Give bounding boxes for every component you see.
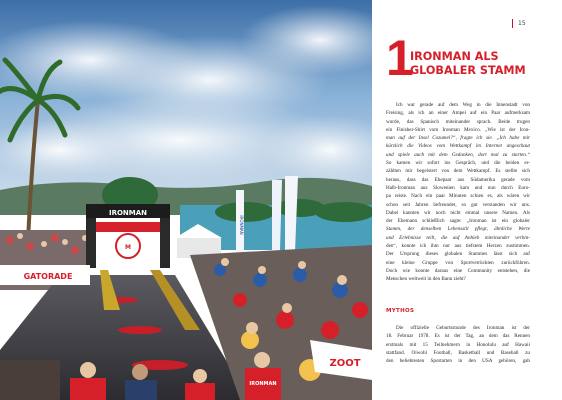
body-text <box>386 101 530 284</box>
body-line: man auf der Insel Cozumel?“, fragte ich sie. „Ich habe mir <box>386 135 530 142</box>
svg-text:IRONMAN: IRONMAN <box>249 381 277 387</box>
body-line: wurde, das Spanisch miteinander sprach. Beide trugen <box>386 118 530 125</box>
body-line: kürzlich die Videos vom Wettkampf im Internet angeschaut <box>386 143 530 150</box>
svg-text:GATORADE: GATORADE <box>23 272 73 281</box>
body-line: den beliebtesten Sportarten in den USA gehören, gab <box>386 358 530 365</box>
body-line: heraus, dass das Ehepaar aus Südamerika gerade vom <box>386 176 530 183</box>
body-line: Dabei kannten wir noch nicht einmal unsere Namen. Als <box>386 209 530 216</box>
chapter-title <box>410 50 550 78</box>
page-number: 15 <box>518 20 526 27</box>
svg-text:ZOOT: ZOOT <box>329 358 361 369</box>
body-line: eine kleine Gruppe von Sportverrückten zurückführen. <box>386 259 530 266</box>
body-text-2 <box>386 324 530 365</box>
body-line: Ich war gerade auf dem Weg in die Innenstadt von <box>396 102 530 108</box>
body-line: der Ehemann schließlich sagte: „Ironman ist ein globaler <box>386 218 530 225</box>
body-line: Menschen weltweit in den Bann zieht? <box>386 276 466 283</box>
chapter-number: 1 <box>386 30 412 86</box>
body-line: pa reiste. Nach ein paar Minuten schien es, als wären wir <box>386 193 530 200</box>
body-line: und Erlebnisse teilt, die auf Anhieb miteinander verbin- <box>386 234 530 241</box>
body-line: erstmals mit 15 Teilnehmern in Honolulu auf Hawaii <box>386 341 530 348</box>
chapter-title-line-2: GLOBALER STAMM <box>410 64 526 77</box>
body-line: Freising, als ich an einer Ampel auf ein Paar aufmerksam <box>386 110 530 117</box>
svg-text:M: M <box>125 244 131 251</box>
body-line: und spiele auch mit dem Gedanken, dort mal zu starten.“ <box>386 151 530 158</box>
body-line: So kamen wir sofort ins Gespräch, und die beiden er- <box>386 160 530 167</box>
body-line: 18. Februar 1978. Es ist der Tag, an dem das Rennen <box>386 333 530 340</box>
body-line: Doch wie konnte daraus eine Community entstehen, die <box>386 267 530 274</box>
section-heading: MYTHOS <box>386 308 415 314</box>
finish-banner-text: IRONMAN <box>108 209 148 217</box>
chapter-title-line-1: IRONMAN ALS <box>410 50 499 63</box>
body-line: Halb-Ironman aus Slowenien kam und nun durch Euro- <box>386 184 530 191</box>
finish-arch <box>86 204 170 268</box>
body-line: schon seit Jahren befreundet, so gut verstanden wir uns. <box>386 201 530 208</box>
body-line: stattfand. Oíwohl Football, Basketball und Baseball zu <box>386 349 530 356</box>
svg-text:IRONMAN: IRONMAN <box>239 215 244 235</box>
body-line: den“, konnte ich ihm nur aus tiefstem Herzen zustimmen. <box>386 243 530 250</box>
body-line: Der Ursprung dieses globalen Stammes lässt sich auf <box>386 251 530 258</box>
body-line: Stamm, der denselben Lebensstil pflegt, ähnliche Werte <box>386 226 530 233</box>
body-line: Die offizielle Geburtsstunde des Ironman ist der <box>396 325 530 331</box>
body-line: ein Finisher-Shirt vom Ironman Mexico. „Wie ist der Iron- <box>386 126 530 133</box>
page-number-divider <box>512 19 513 28</box>
body-line: zählten mir begeistert von dem Wettkampf. Es stellte sich <box>386 168 530 175</box>
